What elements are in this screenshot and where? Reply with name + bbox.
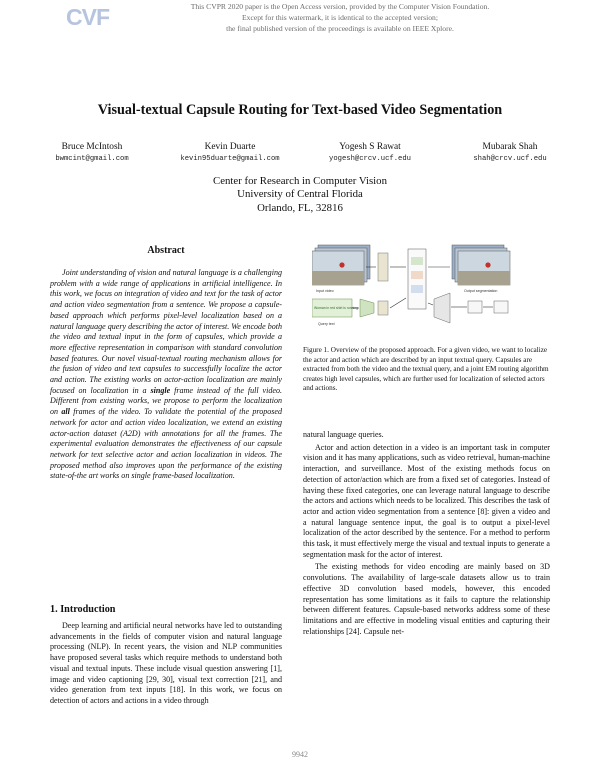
- watermark-line-2: Except for this watermark, it is identical to the accepted version;: [242, 13, 438, 22]
- author-name: Mubarak Shah: [482, 142, 538, 152]
- text-capsule-block: [378, 301, 388, 315]
- figure-1-caption: Figure 1. Overview of the proposed approach. For a given video, we want to localize the actor and action which are described by an input textual query. Capsules are extracted from both the video and the textual query, and a joint EM routing algorithm creates high level capsules, which are further used for localization of selected actors and actions.: [303, 346, 549, 393]
- affiliation-line-1: Center for Research in Computer Vision: [213, 175, 387, 187]
- author-email: bwmcint@gmail.com: [55, 155, 129, 163]
- paper-title: Visual-textual Capsule Routing for Text-based Video Segmentation: [97, 102, 503, 118]
- intro-paragraph-1-continuation: natural language queries.: [303, 430, 384, 439]
- author-block: [300, 141, 440, 165]
- intro-paragraph-2: Actor and action detection in a video is an important task in computer vision and it has many applications, such as video retrieval, human-machine interaction, and surveillance. Most of the existing methods focus on detection of actor/action which are from a fixed set of categories. Instead of having these fixed categories, one can leverage natural language to describe the actors and actions which needs to be localized. This describes the task of actor and action video segmentation from a sentence [8]: given a video and a natural language sentence input, the goal is to output a pixel-level localization of the actor described by the sentence. For a method to perform this task, it must effectively merge the visual and textual inputs to generate a segmentation mask for the actor of interest.: [303, 442, 550, 559]
- abstract-text-a: Joint understanding of vision and natural language is a challenging problem with a wide range of applications in artificial intelligence. In this work, we focus on integration of video and text for the task of actor and action video segmentation from a sentence. We propose a capsule-based approach which performs pixel-level localization based on a natural language query describing the actor of interest. We encode both the video and textual input in the form of capsules, which provide a more effective representation in comparison with standard convolution based features. Our novel visual-textual routing mechanism allows for the fusion of video and text capsules to successfully localize the actor and action. The existing works on actor-action localization are mainly focused on localization in a: [50, 268, 282, 395]
- abstract-emphasis-single: single: [150, 385, 171, 395]
- author-name: Kevin Duarte: [204, 142, 256, 152]
- video-capsule-block: [378, 253, 388, 281]
- intro-paragraph-3: The existing methods for video encoding are mainly based on 3D convolutions. The availability of large-scale datasets allow us to train effective 3D convolution based models, however, this encoded representation has some limitations as it fails to capture the relationship between different features. Capsule-based networks address some of these limitations and are effective in modeling visual entities and capturing their relationships [24]. Capsule net-: [303, 562, 550, 636]
- intro-paragraph-1: [50, 621, 282, 707]
- abstract-text-c: frames of the video. To validate the potential of the proposed network for actor and action video localization, we extend an existing actor-action dataset (A2D) with annotations for all the frames. The experimental evaluation demonstrates the effectiveness of our capsule network for text selective actor and action localization in videos. The proposed method also improves upon the performance of the existing state-of-the art works on single frame-based localization.: [50, 407, 283, 481]
- watermark-line-3: the final published version of the proceedings is available on IEEE Xplore.: [226, 24, 454, 33]
- watermark-line-1: This CVPR 2020 paper is the Open Access version, provided by the Computer Vision Foundation.: [190, 2, 490, 11]
- actor-red-figure: [339, 262, 344, 267]
- page-number: 9942: [292, 750, 308, 759]
- right-column-text: [303, 430, 550, 637]
- author-name: Yogesh S Rawat: [339, 142, 401, 152]
- text-encoder: [360, 299, 374, 317]
- author-name: Bruce McIntosh: [61, 142, 123, 152]
- intro-paragraph-1-text: Deep learning and artificial neural networks have led to outstanding advancements in the fields of computer vision and natural language processing (NLP). In recent years, the vision and NLP communities have proposed several tasks which require methods to understand both visual and textual inputs. These include visual question answering [1], image and video captioning [29, 30], visual text correction [21], and video generation from text inputs [18]. In this work, we focus on detection of actors and actions in a video through: [50, 621, 282, 705]
- abstract-heading: Abstract: [147, 245, 185, 256]
- author-email: shah@crcv.ucf.edu: [473, 155, 547, 163]
- decoder: [434, 293, 450, 323]
- affiliation-line-2: University of Central Florida: [237, 188, 363, 200]
- abstract-text-b: frame instead of the full video. Different from existing works, we propose to perform the localization on: [50, 385, 282, 417]
- label-query-text: Query text: [318, 322, 335, 326]
- label-output-segmentation: Output segmentation: [464, 289, 498, 293]
- abstract-emphasis-all: all: [61, 407, 70, 417]
- author-block: [440, 141, 580, 165]
- label-input-video: Input video: [316, 289, 334, 293]
- author-block: [160, 141, 300, 165]
- author-email: kevin95duarte@gmail.com: [180, 155, 280, 163]
- cvf-logo: CVF: [66, 4, 109, 30]
- abstract-text: [50, 268, 282, 482]
- label-query-box: Woman in red shirt is running: [314, 306, 359, 310]
- affiliation-line-3: Orlando, FL, 32816: [257, 202, 343, 214]
- author-email: yogesh@crcv.ucf.edu: [329, 155, 411, 163]
- figure-1-overview: [312, 243, 540, 345]
- author-block: [22, 141, 162, 165]
- section-heading-introduction: 1. Introduction: [50, 604, 116, 615]
